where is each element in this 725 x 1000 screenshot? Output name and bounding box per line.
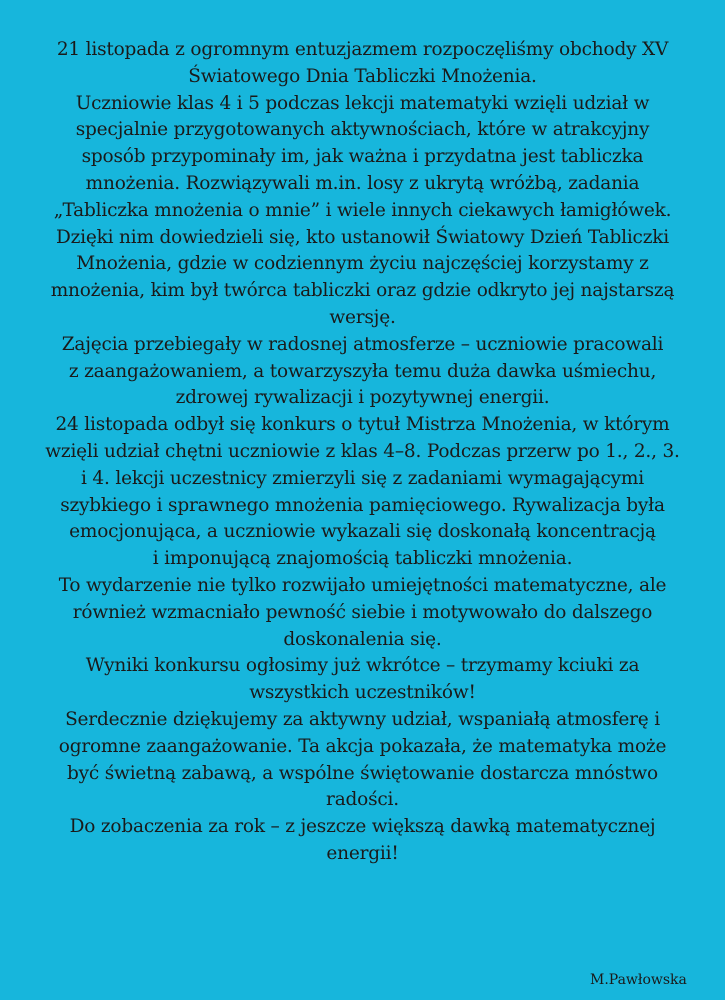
article-line: 21 listopada z ogromnym entuzjazmem rozpoczęliśmy obchody XV bbox=[56, 39, 669, 60]
author-signature: M.Pawłowska bbox=[590, 972, 687, 988]
article-line: wzięli udział chętni uczniowie z klas 4–8. Podczas przerw po 1., 2., 3. bbox=[45, 440, 680, 462]
article-line: i 4. lekcji uczestnicy zmierzyli się z zadaniami wymagającymi bbox=[81, 467, 644, 489]
article-line: Wyniki konkursu ogłosimy już wkrótce – trzymamy kciuki za bbox=[85, 655, 640, 677]
article-line: Serdecznie dziękujemy za aktywny udział, wspaniałą atmosferę i bbox=[65, 708, 660, 730]
article-line: Dzięki nim dowiedzieli się, kto ustanowił Światowy Dzień Tabliczki bbox=[56, 226, 669, 248]
article-line: Zajęcia przebiegały w radosnej atmosferze – uczniowie pracowali bbox=[61, 333, 664, 355]
article-line: zdrowej rywalizacji i pozytywnej energii. bbox=[175, 387, 550, 409]
article-line: wszystkich uczestników! bbox=[249, 682, 476, 704]
article-line: wersję. bbox=[329, 306, 396, 328]
article-line: ogromne zaangażowanie. Ta akcja pokazała, że matematyka może bbox=[58, 735, 667, 757]
article-line: również wzmacniało pewność siebie i motywowało do dalszego bbox=[72, 601, 653, 623]
article-line: doskonalenia się. bbox=[283, 628, 442, 650]
article-line: Mnożenia, gdzie w codziennym życiu najczęściej korzystamy z bbox=[76, 253, 649, 275]
article-line: „Tabliczka mnożenia o mnie” i wiele innych ciekawych łamigłówek. bbox=[53, 199, 672, 221]
article-line: specjalnie przygotowanych aktywnościach, które w atrakcyjny bbox=[75, 119, 650, 141]
article-line: Światowego Dnia Tabliczki Mnożenia. bbox=[188, 65, 537, 87]
article-line: emocjonująca, a uczniowie wykazali się doskonałą koncentracją bbox=[69, 521, 656, 543]
article-line: Uczniowie klas 4 i 5 podczas lekcji matematyki wzięli udział w bbox=[75, 92, 650, 114]
article-line: sposób przypominały im, jak ważna i przydatna jest tabliczka bbox=[81, 146, 644, 168]
article-line: To wydarzenie nie tylko rozwijało umiejętności matematyczne, ale bbox=[58, 574, 667, 596]
article-line: 24 listopada odbył się konkurs o tytuł Mistrza Mnożenia, w którym bbox=[55, 414, 670, 436]
article-line: mnożenia, kim był twórca tabliczki oraz gdzie odkryto jej najstarszą bbox=[50, 280, 675, 302]
article-text bbox=[30, 37, 695, 868]
article-line: i imponującą znajomością tabliczki mnożenia. bbox=[152, 548, 573, 570]
article-line: być świetną zabawą, a wspólne świętowanie dostarcza mnóstwo bbox=[67, 762, 658, 784]
article-line: radości. bbox=[326, 789, 399, 811]
article-line: szybkiego i sprawnego mnożenia pamięciowego. Rywalizacja była bbox=[60, 494, 665, 516]
article-line: mnożenia. Rozwiązywali m.in. losy z ukrytą wróżbą, zadania bbox=[85, 172, 640, 194]
article-line: z zaangażowaniem, a towarzyszyła temu duża dawka uśmiechu, bbox=[68, 360, 657, 382]
article-line: Do zobaczenia za rok – z jeszcze większą dawką matematycznej bbox=[69, 816, 656, 838]
article-line: energii! bbox=[326, 842, 399, 864]
